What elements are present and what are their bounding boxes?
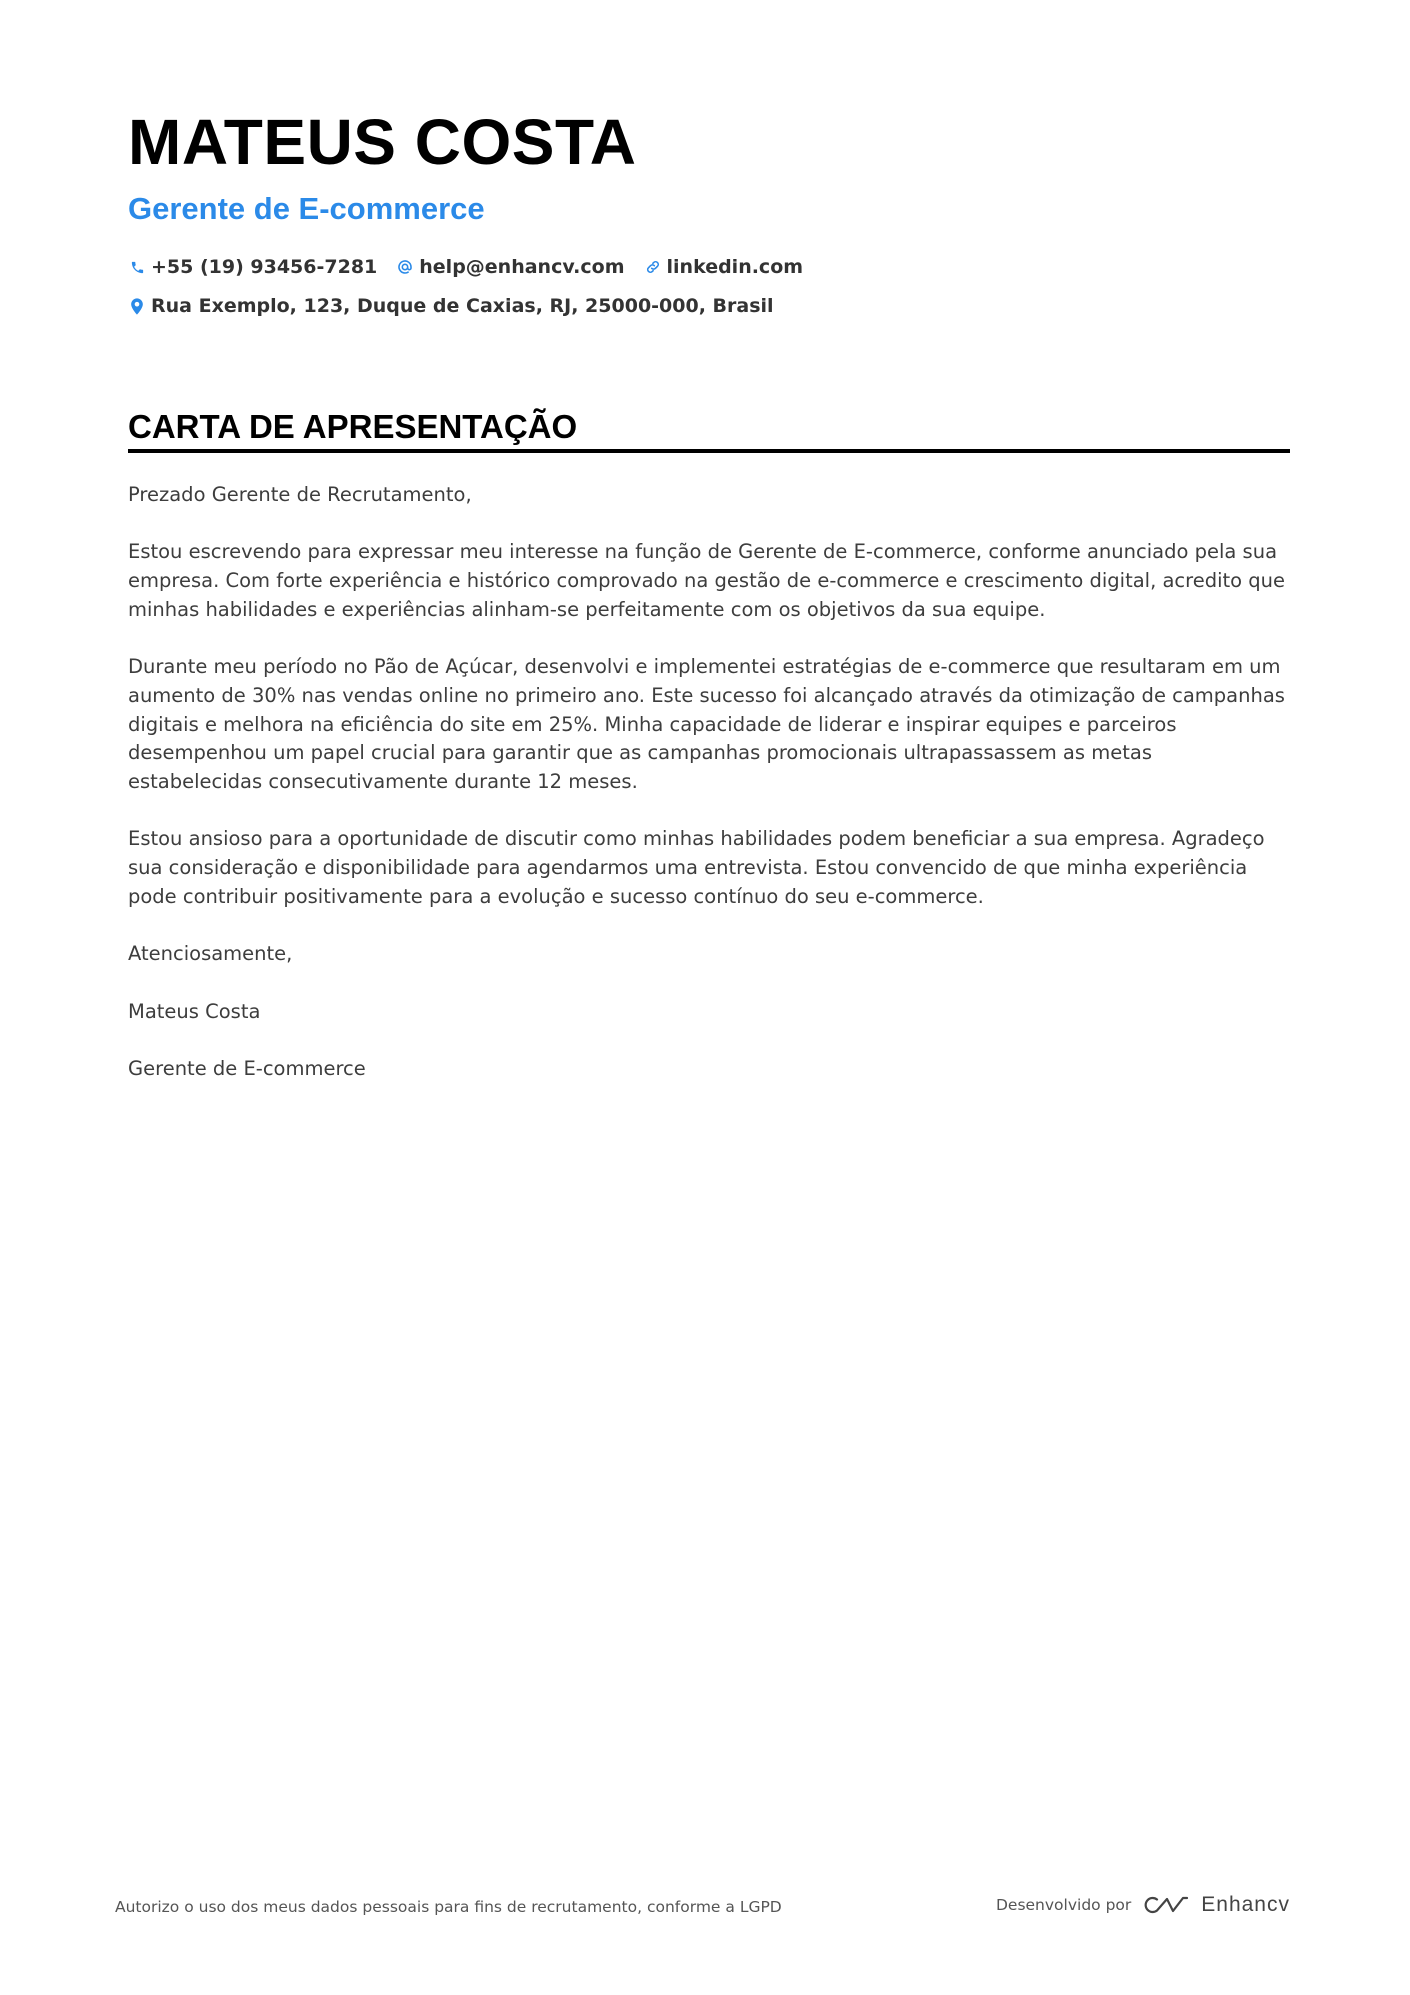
letter-paragraph-2: Durante meu período no Pão de Açúcar, desenvolvi e implementei estratégias de e-commerce que resultaram em um aumento de 30% nas vendas online no primeiro ano. Este sucesso foi alcançado através da otimização de campanhas digitais e melhora na eficiência do site em 25%. Minha capacidade de liderar e inspirar equipes e parceiros desempenhou um papel crucial para garantir que as campanhas promocionais ultrapassassem as metas estabelecidas consecutivamente durante 12 meses. <box>128 655 1285 793</box>
phone-icon <box>128 258 146 276</box>
contact-link <box>644 256 804 278</box>
candidate-name: MATEUS COSTA <box>128 106 637 178</box>
section-title: CARTA DE APRESENTAÇÃO <box>128 408 578 445</box>
lgpd-consent-text: Autorizo o uso dos meus dados pessoais para fins de recrutamento, conforme a LGPD <box>115 1898 782 1916</box>
location-pin-icon <box>128 297 146 315</box>
letter-closing: Atenciosamente, <box>128 942 293 966</box>
letter-greeting: Prezado Gerente de Recrutamento, <box>128 483 472 506</box>
powered-by[interactable] <box>996 1893 1290 1917</box>
at-icon <box>396 258 414 276</box>
contact-email <box>396 256 624 278</box>
email-text[interactable]: help@enhancv.com <box>419 256 625 278</box>
enhancv-logo-icon <box>1143 1893 1189 1917</box>
contact-phone <box>128 256 377 278</box>
contact-address <box>128 295 774 317</box>
phone-text[interactable]: +55 (19) 93456-7281 <box>151 256 378 278</box>
letter-body <box>128 481 1290 1112</box>
powered-by-label: Desenvolvido por <box>995 1896 1132 1914</box>
letter-paragraph-1: Estou escrevendo para expressar meu interesse na função de Gerente de E-commerce, conforme anunciado pela sua empresa. Com forte experiência e histórico comprovado na gestão de e-commerce e crescimento digital, acredito que minhas habilidades e experiências alinham-se perfeitamente com os objetivos da sua equipe. <box>128 540 1286 621</box>
link-text[interactable]: linkedin.com <box>666 256 804 278</box>
section-divider <box>128 449 1290 453</box>
letter-paragraph-3: Estou ansioso para a oportunidade de discutir como minhas habilidades podem beneficiar a sua empresa. Agradeço sua consideração e disponibilidade para agendarmos uma entrevista. Estou convencido de que minha experiência pode contribuir positivamente para a evolução e sucesso contínuo do seu e-commerce. <box>128 827 1265 908</box>
page-footer <box>115 1893 1290 1923</box>
contact-row-primary <box>128 256 822 278</box>
candidate-job-title: Gerente de E-commerce <box>128 191 485 226</box>
signature-name: Mateus Costa <box>128 999 261 1023</box>
contact-row-secondary <box>128 295 793 317</box>
address-text: Rua Exemplo, 123, Duque de Caxias, RJ, 25000-000, Brasil <box>151 295 774 317</box>
brand-name: Enhancv <box>1201 1893 1290 1916</box>
signature-title: Gerente de E-commerce <box>128 1056 366 1080</box>
link-icon <box>644 258 662 276</box>
